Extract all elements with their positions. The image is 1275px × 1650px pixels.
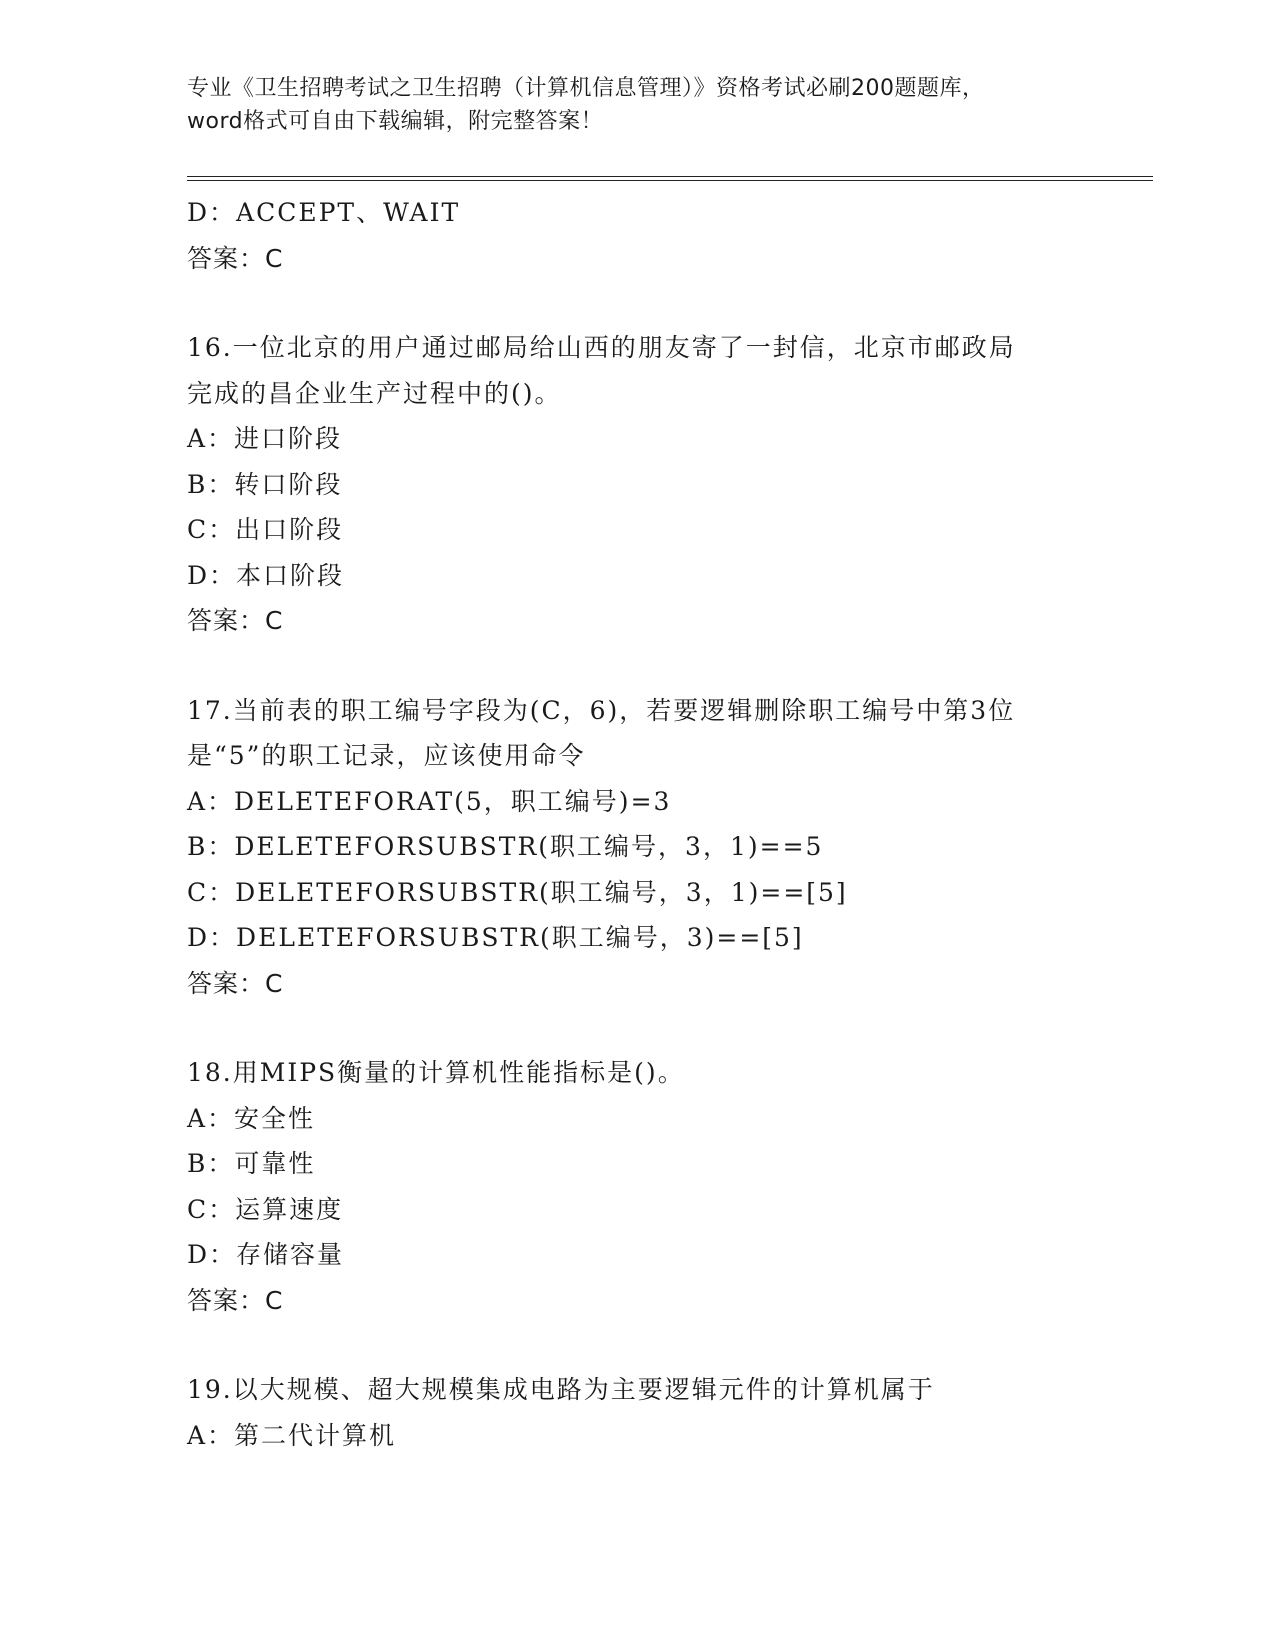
- answer-line: 答案：C: [187, 968, 284, 998]
- page-header: [187, 72, 1087, 138]
- option-a: A：第二代计算机: [187, 1420, 397, 1450]
- option-d: D：DELETEFORSUBSTR(职工编号，3)==[5]: [187, 923, 804, 952]
- question-stem: 17.当前表的职工编号字段为(C，6)，若要逻辑删除职工编号中第3位: [187, 695, 1016, 725]
- question-stem: 16.一位北京的用户通过邮局给山西的朋友寄了一封信，北京市邮政局: [187, 333, 1016, 362]
- question-stem-continued: 完成的昌企业生产过程中的()。: [187, 378, 562, 408]
- header-line-2: word格式可自由下载编辑，附完整答案！: [187, 109, 604, 134]
- question-17: [187, 688, 1087, 1007]
- question-16: [187, 325, 1087, 644]
- question-content: [187, 190, 1087, 1458]
- answer-line: 答案：C: [187, 243, 284, 273]
- question-stem-continued: 是“5”的职工记录，应该使用命令: [187, 741, 586, 770]
- header-divider: [187, 176, 1153, 181]
- option-c: C：运算速度: [187, 1194, 344, 1224]
- option-b: B：转口阶段: [187, 469, 343, 499]
- option-b: B：DELETEFORSUBSTR(职工编号，3，1)==5: [187, 832, 824, 861]
- option-a: A：DELETEFORAT(5，职工编号)=3: [187, 786, 672, 816]
- spacer: [187, 281, 1087, 325]
- spacer: [187, 1323, 1087, 1367]
- option-a: A：进口阶段: [187, 424, 343, 453]
- header-line-1: 专业《卫生招聘考试之卫生招聘（计算机信息管理）》资格考试必刷200题题库，: [187, 76, 985, 101]
- answer-line: 答案：C: [187, 1285, 284, 1315]
- question-stem: 18.用MIPS衡量的计算机性能指标是()。: [187, 1058, 685, 1087]
- spacer: [187, 644, 1087, 688]
- spacer: [187, 1006, 1087, 1050]
- option-d: D：本口阶段: [187, 560, 345, 590]
- option-b: B：可靠性: [187, 1149, 316, 1178]
- option-c: C：出口阶段: [187, 515, 344, 544]
- question-19: [187, 1367, 1087, 1458]
- answer-line: 答案：C: [187, 606, 284, 635]
- question-18: [187, 1050, 1087, 1323]
- previous-question-tail: [187, 190, 1087, 281]
- question-stem: 19.以大规模、超大规模集成电路为主要逻辑元件的计算机属于: [187, 1375, 935, 1404]
- option-d: D：ACCEPT、WAIT: [187, 198, 461, 227]
- option-c: C：DELETEFORSUBSTR(职工编号，3，1)==[5]: [187, 877, 848, 907]
- option-d: D：存储容量: [187, 1240, 345, 1269]
- option-a: A：安全性: [187, 1103, 316, 1133]
